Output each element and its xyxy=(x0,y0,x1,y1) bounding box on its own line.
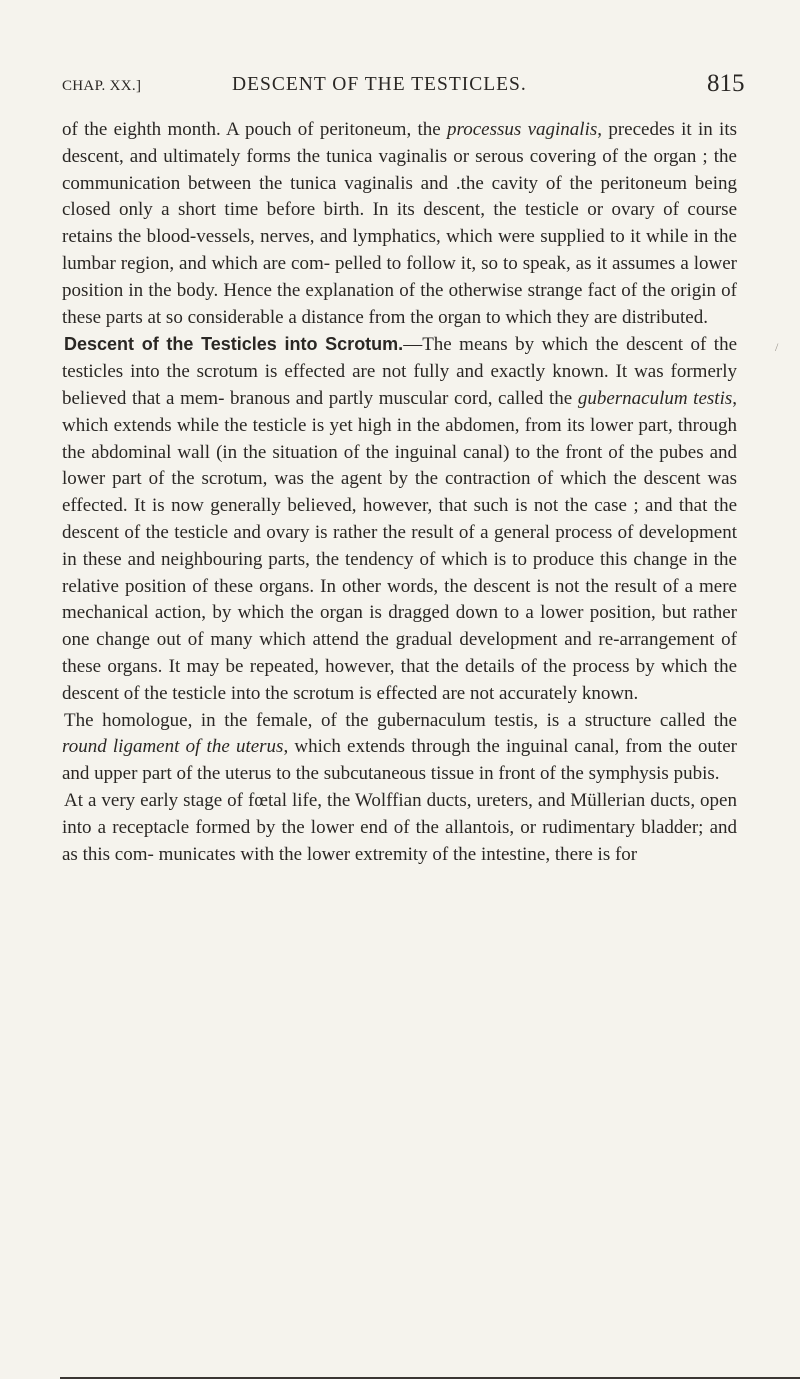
text-run: , which extends through the inguinal canal, from the outer and upper part of the uterus to the subcutaneous tissue in front of the symphysis pubis. xyxy=(62,736,738,785)
section-heading: Descent of the Testicles into Scrotum. xyxy=(64,334,404,355)
paragraph xyxy=(62,708,737,788)
paragraph xyxy=(62,117,737,331)
italic-term: processus vaginalis xyxy=(447,119,598,140)
page-number: 815 xyxy=(707,70,745,97)
text-run: At a very early stage of fœtal life, the Wolffian ducts, ureters, and Müllerian ducts, open into a receptacle formed by the lower end of the allantois, or rudimentary bladder; and as this com- municates with the lower extremity of the intestine, there is for xyxy=(62,789,737,865)
running-header xyxy=(62,74,600,104)
paragraph xyxy=(62,788,737,868)
body-text xyxy=(62,117,737,868)
running-title: DESCENT OF THE TESTICLES. xyxy=(232,74,527,95)
text-run: , precedes it in its descent, and ultimately forms the tunica vaginalis or serous covering of the organ ; the communication between the tunica vaginalis and .the cavity of the peritoneum being closed only a short time before birth. In its descent, the testicle or ovary of course retains the blood-vessels, nerves, and lymphatics, which were supplied to it while in the lumbar region, and which are com- pelled to follow it, so to speak, as it assumes a lower position in the body. Hence the explanation of the otherwise strange fact of the origin of these parts at so considerable a distance from the organ to which they are distributed. xyxy=(62,119,737,328)
paragraph xyxy=(62,331,737,707)
text-run: , which extends while the testicle is yet high in the abdomen, from its lower part, through the abdominal wall (in the situation of the inguinal canal) to the front of the pubes and lower part of the scrotum, was the agent by the contraction of which the descent was effected. It is now generally believed, however, that such is not the case ; and that the descent of the testicle and ovary is rather the result of a general process of development in these and neighbouring parts, the tendency of which is to produce this change in the relative position of these organs. In other words, the descent is not the result of a mere mechanical action, by which the organ is dragged down to a lower position, but rather one change out of many which attend the gradual development and re-arrangement of these organs. It may be repeated, however, that the details of the process by which the descent of the testicle into the scrotum is effected are not accurately known. xyxy=(62,387,737,704)
text-run: The homologue, in the female, of the gubernaculum testis, is a structure called the xyxy=(64,709,737,731)
chapter-label: CHAP. XX.] xyxy=(62,78,142,94)
margin-mark: / xyxy=(775,340,779,354)
italic-term: round ligament of the uterus xyxy=(62,736,284,758)
text-run: of the eighth month. A pouch of peritoneum, the xyxy=(62,119,448,140)
italic-term: gubernaculum testis xyxy=(577,387,733,409)
text-run: —The means by which the descent of the testicles into the scrotum is effected are not fully and exactly known. It was formerly believed that a mem- branous and partly muscular cord, called the xyxy=(62,334,738,409)
